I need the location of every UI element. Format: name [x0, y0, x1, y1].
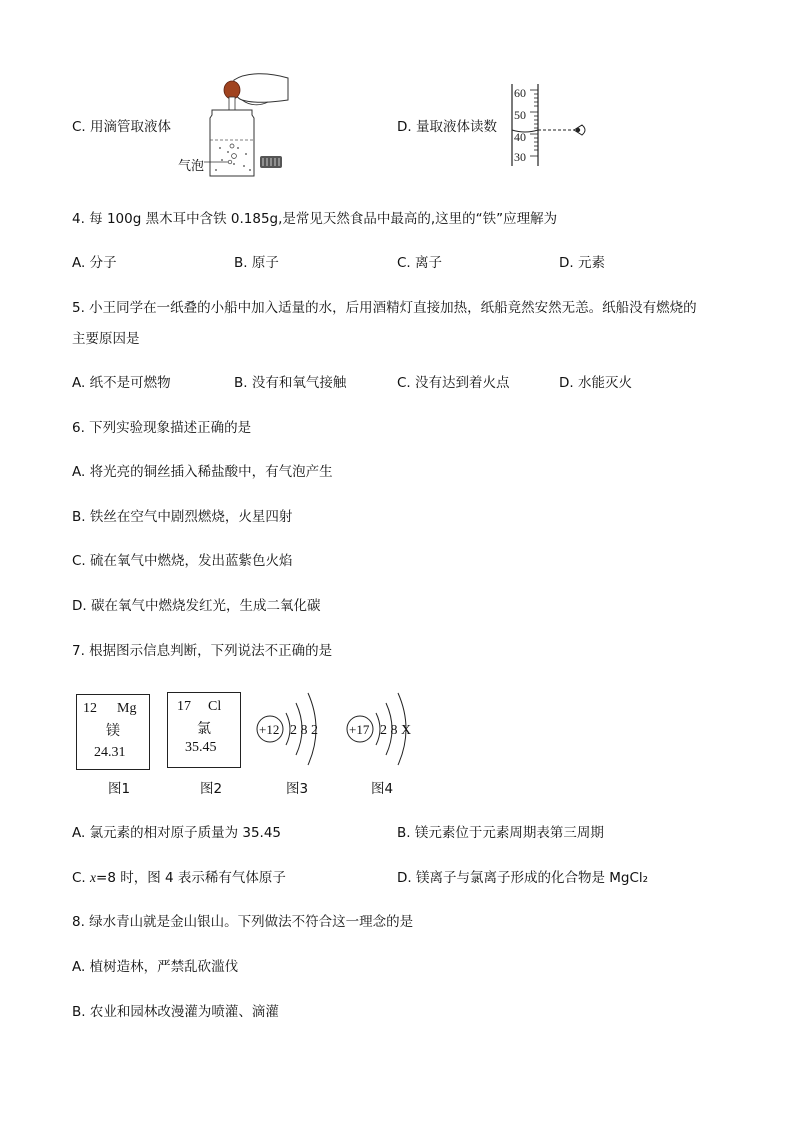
mg-element-card	[76, 694, 150, 770]
q4-option-d: D. 元素	[559, 255, 605, 271]
mg-name: 镁	[106, 723, 120, 739]
q7-option-c-text: =8 时，图 4 表示稀有气体原子	[96, 870, 286, 886]
q7-option-c-variable: x	[90, 870, 97, 885]
q8-option-a: A. 植树造林，严禁乱砍滥伐	[72, 959, 239, 975]
q7-option-b: B. 镁元素位于元素周期表第三周期	[397, 825, 604, 841]
q4-option-c: C. 离子	[397, 255, 443, 271]
cl-atomic-number: 17	[177, 699, 191, 714]
cylinder-tick-50: 50	[514, 108, 526, 122]
q7-option-c	[72, 866, 286, 886]
bubble-label: 气泡	[178, 159, 205, 174]
q7-option-a: A. 氯元素的相对原子质量为 35.45	[72, 825, 282, 841]
q5-option-b: B. 没有和氧气接触	[234, 375, 347, 391]
q7-stem: 7. 根据图示信息判断，下列说法不正确的是	[72, 643, 333, 659]
caption-fig1: 图1	[108, 781, 131, 797]
q3-option-d: D. 量取液体读数	[397, 119, 497, 135]
q6-stem: 6. 下列实验现象描述正确的是	[72, 420, 252, 436]
mg-symbol: Mg	[117, 701, 137, 716]
mg-nucleus-charge: +12	[259, 722, 280, 737]
cl-mass: 35.45	[185, 740, 217, 755]
cl-nucleus-charge: +17	[349, 722, 370, 737]
cl-name: 氯	[197, 721, 211, 737]
cylinder-tick-30: 30	[514, 150, 526, 164]
caption-fig4: 图4	[371, 781, 394, 797]
q4-option-b: B. 原子	[234, 255, 279, 271]
q4-option-a: A. 分子	[72, 255, 117, 271]
q6-option-d: D. 碳在氧气中燃烧发红光，生成二氧化碳	[72, 598, 321, 614]
caption-fig3: 图3	[286, 781, 309, 797]
cl-symbol: Cl	[208, 699, 222, 714]
cl-element-card	[167, 692, 241, 768]
q6-option-c: C. 硫在氧气中燃烧，发出蓝紫色火焰	[72, 553, 293, 569]
q5-stem-line1: 5. 小王同学在一纸叠的小船中加入适量的水，后用酒精灯直接加热，纸船竟然安然无恙。纸船没有燃烧的	[72, 300, 697, 316]
cl-electron-shells: 2 8 X	[380, 723, 412, 738]
cylinder-tick-40: 40	[514, 130, 526, 144]
caption-fig2: 图2	[200, 781, 223, 797]
cl-atom-structure-diagram	[340, 680, 430, 780]
graduated-cylinder-figure	[506, 84, 596, 166]
q7-option-c-prefix: C.	[72, 870, 91, 886]
mg-atomic-number: 12	[83, 701, 97, 716]
q5-stem-line2: 主要原因是	[72, 331, 140, 347]
mg-electron-shells: 2 8 2	[290, 723, 318, 738]
cylinder-tick-60: 60	[514, 86, 526, 100]
mg-atom-structure-diagram	[250, 680, 340, 780]
q5-option-c: C. 没有达到着火点	[397, 375, 510, 391]
q6-option-a: A. 将光亮的铜丝插入稀盐酸中，有气泡产生	[72, 464, 333, 480]
q4-stem: 4. 每 100g 黑木耳中含铁 0.185g,是常见天然食品中最高的,这里的“铁”应理解为	[72, 211, 558, 227]
q3-option-c: C. 用滴管取液体	[72, 119, 172, 135]
q7-option-d: D. 镁离子与氯离子形成的化合物是 MgCl₂	[397, 870, 649, 886]
q6-option-b: B. 铁丝在空气中剧烈燃烧，火星四射	[72, 509, 293, 525]
q5-option-d: D. 水能灭火	[559, 375, 632, 391]
q8-stem: 8. 绿水青山就是金山银山。下列做法不符合这一理念的是	[72, 914, 414, 930]
q8-option-b: B. 农业和园林改漫灌为喷灌、滴灌	[72, 1004, 279, 1020]
q5-option-a: A. 纸不是可燃物	[72, 375, 171, 391]
mg-mass: 24.31	[94, 745, 126, 760]
